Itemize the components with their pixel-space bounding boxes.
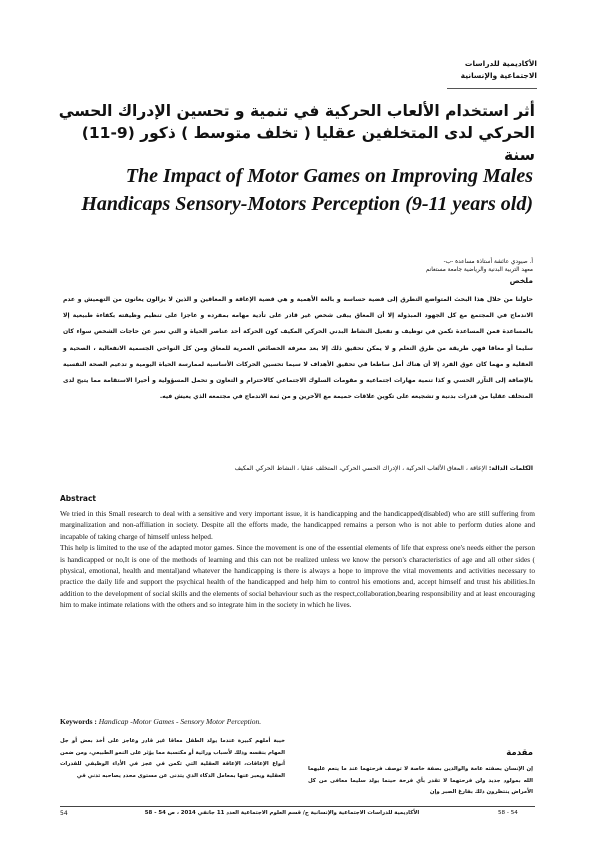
english-title: The Impact of Motor Games on Improving Males Handicaps Sensory-Motors Perception (9-11 years old) bbox=[81, 165, 533, 215]
author-affiliation: معهد التربية البدنية والرياضية جامعة مستغانم bbox=[425, 267, 533, 273]
english-abstract bbox=[60, 508, 535, 611]
english-keywords-label: Keywords : bbox=[60, 717, 97, 726]
english-abstract-heading: Abstract bbox=[60, 494, 97, 503]
english-keywords bbox=[60, 717, 535, 726]
arabic-abstract-heading: ملخص bbox=[509, 276, 533, 285]
footer-page-range: 58 - 54 bbox=[498, 810, 518, 816]
arabic-keywords-label: الكلمات الدالة: bbox=[488, 465, 533, 472]
arabic-keywords-text: الإعاقة ، المعاق الألعاب الحركية ، الإدراك الحسي الحركي، المتخلف عقليا ، النشاط الحركي المكيف bbox=[234, 465, 487, 472]
introduction-right-column: إن الإنسان بصفته عامة والوالدين بصفة خاصة لا توصف فرحتهما عند ما ينعم عليهما الله بمولود جديد ولن فرحتهما لا تقدر بأي فرحة حينما يولد سليما معافى من كل الأمراض ينتظرون ذلك بفارغ الصبر وإن bbox=[308, 766, 533, 795]
arabic-title: أثر استخدام الألعاب الحركية في تنمية و تحسين الإدراك الحسي الحركي لدى المتخلفين عقليا ( تخلف متوسط ) ذكور (9-11) سنة bbox=[58, 102, 535, 164]
journal-name-line1: الأكاديمية للدراسات bbox=[464, 59, 537, 68]
journal-name-line2: الاجتماعية والإنسانية bbox=[460, 71, 537, 80]
english-abstract-paragraph-1: We tried in this Small research to deal with a sensitive and very important issue, it is handicapping and the handicapped(disabled) who are still suffering from marginalization and non-affiliation in society. Despite all the efforts made, the handicapped remains a person who is not able to perform duties alone and incapable of taking charge of himself unless helped. bbox=[60, 509, 535, 541]
footer-divider bbox=[60, 806, 535, 807]
arabic-abstract-text: حاولنا من خلال هذا البحث المتواضع التطرق إلى قضية حساسة و بالغة الأهمية و هي قضية الإعاقة و المعاقين و الذين لا يزالون يعانون من التهميش و عدم الاندماج في المجتمع مع كل الجهود المبذولة إلا أن المعاق يبقى شخص غير قادر على تأدية مهامه بمفرده و عاجزا على تنظيم وظيفته بكفاءة طبيعية إلا بالمساعدة فمن المساعدة تكمن في توظيف و تفعيل النشاط البدني الحركي المكيف كون الحركة أحد عناصر الحياة و التي تعبر عن حاجات الشخص سواء كان سليما أو معاقا فهي طريقة من طرق التعلم و لا يمكن تحقيق ذلك إلا بعد معرفة الخصائص العمرية للمعاق ومن كل النواحي الجسمية الانفعالية ، الصحية و العقلية و مهما كان عوق الفرد إلا أن هناك أمل ساطعا في تحقيق الأهداف لا سيما تحسين الحركات الأساسية لممارسة الحياة اليومية و تدعيم الصحة النفسية بالإضافة إلى التآزر الحسي و كذا تنمية مهارات اجتماعية و مقومات السلوك الاجتماعي كالاحترام و التعاون و تحمل المسؤولية و أخيرا الاستقامة مما يتيح لدى المتخلف عقليا من قدرات بدنية و تشجيعه على تكوين علاقات حميمة مع الآخرين و من ثمة الاندماج في مجتمعه الذي يعيش فيه. bbox=[63, 296, 533, 401]
logo-divider bbox=[447, 88, 537, 89]
introduction-heading: مقدمة bbox=[506, 748, 533, 758]
english-abstract-paragraph-2: This help is limited to the use of the adapted motor games. Since the movement is one of the essential elements of life that express one's needs either the person is handicapped or no,It is one of the methods of learning and this can not be realized unless we know the person's characteristics of age and all other sides ( physical, emotional, health and mental)and whatever the handicapping is there is always a hope to improve the vital movements and activities necessary to practice the daily life and support the psychical health of the handicapped and help him to control his emotions and, accept himself and trust his abilities.In addition to the development of social skills and the elements of social behaviour such as the respect,collaboration,bearing responsibility and at least encouraging him to make intimate relations with the others and so integrate him in the society in which he lives. bbox=[60, 543, 535, 610]
journal-logo bbox=[447, 58, 537, 82]
arabic-keywords bbox=[63, 460, 533, 478]
author-name: أ. صيودي عائشة أستاذة مساعدة -ب- bbox=[443, 259, 533, 265]
english-keywords-text: Handicap -Motor Games - Sensory Motor Perception. bbox=[98, 717, 262, 726]
footer-journal-issue: الأكاديمية للدراسات الاجتماعية والإنسانية ج/ قسم العلوم الاجتماعية العدد 11 جانفي 2014 ، ص 54 - 58 bbox=[144, 810, 420, 816]
page-number: 54 bbox=[60, 810, 68, 817]
introduction-left-column: خيبة أملهم كبيرة عندما يولد الطفل معاقا غير قادر وعاجز على أخذ بعض أو جل المهام بنفسه وذلك لأسباب وراثية أو مكتسبة مما يؤثر على النمو الطبيعي، ومن ضمن أنواع الإعاقات، الإعاقة العقلية التي تكمن في عجز في الأداء الوظيفي للقدرات العقلية ويعبر عنها بمعامل الذكاء الذي يتدنى عن مستوى محدد يصاحبه تدني في bbox=[60, 738, 285, 779]
author-block bbox=[233, 258, 533, 274]
